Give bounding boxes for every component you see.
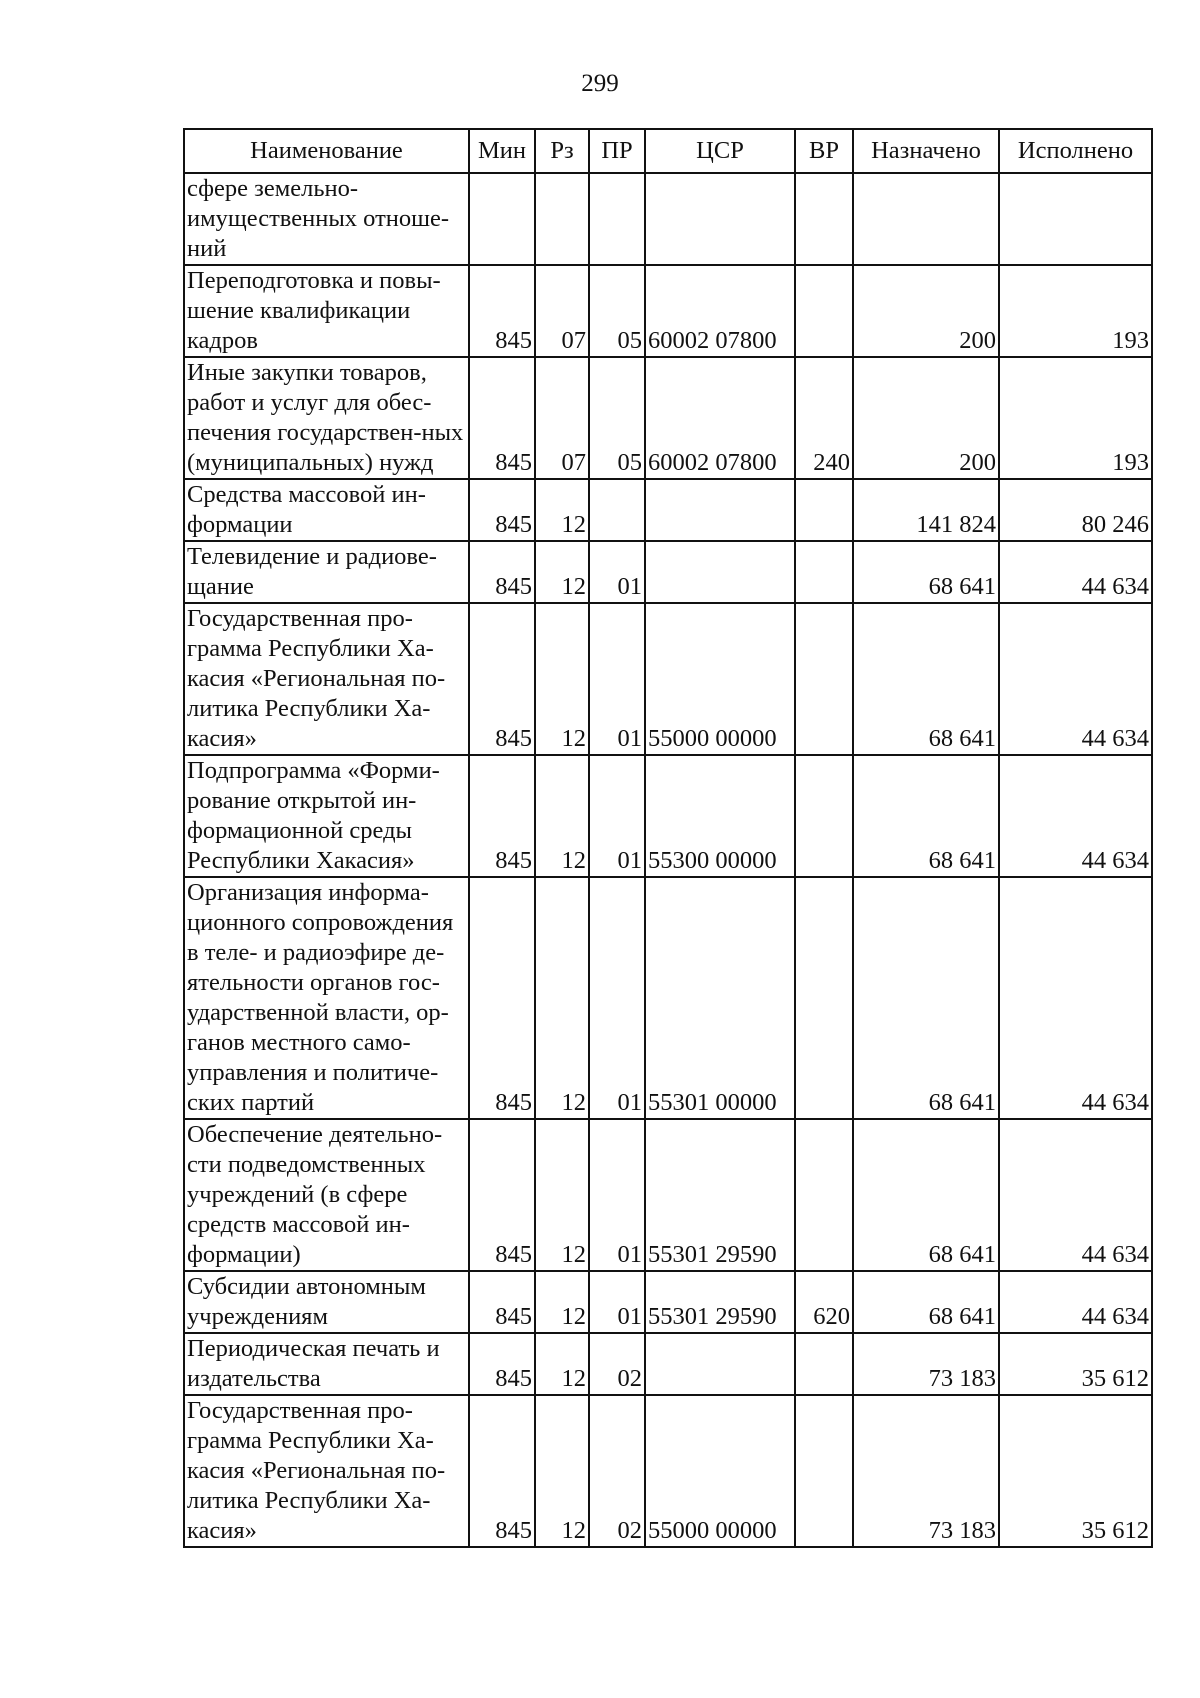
cell-executed: 44 634 — [999, 1271, 1152, 1333]
cell-name: Средства массовой ин-формации — [184, 479, 469, 541]
cell-csr — [645, 173, 795, 265]
cell-name: Обеспечение деятельно-сти подведомственных учреждений (в сфере средств массовой ин-формации) — [184, 1119, 469, 1271]
page-number: 299 — [581, 70, 619, 97]
cell-csr: 55000 00000 — [645, 603, 795, 755]
cell-min: 845 — [469, 877, 535, 1119]
cell-vr — [795, 1395, 853, 1547]
cell-assigned: 73 183 — [853, 1333, 999, 1395]
cell-assigned: 68 641 — [853, 877, 999, 1119]
cell-min: 845 — [469, 1395, 535, 1547]
cell-csr — [645, 479, 795, 541]
header-pr: ПР — [589, 129, 645, 173]
cell-assigned: 200 — [853, 357, 999, 479]
cell-executed: 44 634 — [999, 755, 1152, 877]
cell-min: 845 — [469, 1119, 535, 1271]
table-row — [184, 265, 1152, 357]
table-row — [184, 1271, 1152, 1333]
cell-vr — [795, 603, 853, 755]
cell-assigned: 141 824 — [853, 479, 999, 541]
table-row — [184, 173, 1152, 265]
cell-rz: 12 — [535, 479, 589, 541]
cell-assigned: 68 641 — [853, 541, 999, 603]
cell-vr — [795, 1333, 853, 1395]
cell-name: Переподготовка и повы-шение квалификации кадров — [184, 265, 469, 357]
cell-pr: 01 — [589, 1119, 645, 1271]
cell-vr: 240 — [795, 357, 853, 479]
cell-name: сфере земельно-имущественных отноше-ний — [184, 173, 469, 265]
cell-csr — [645, 1333, 795, 1395]
table-row — [184, 877, 1152, 1119]
table-row — [184, 1119, 1152, 1271]
cell-rz: 12 — [535, 1333, 589, 1395]
header-rz: Рз — [535, 129, 589, 173]
cell-vr — [795, 755, 853, 877]
cell-pr: 01 — [589, 541, 645, 603]
cell-rz: 12 — [535, 1119, 589, 1271]
cell-rz: 12 — [535, 755, 589, 877]
cell-rz: 12 — [535, 603, 589, 755]
cell-csr: 60002 07800 — [645, 357, 795, 479]
cell-assigned: 68 641 — [853, 1271, 999, 1333]
cell-vr: 620 — [795, 1271, 853, 1333]
cell-name: Государственная про-грамма Республики Ха-касия «Региональная по-литика Республики Ха-касия» — [184, 603, 469, 755]
cell-assigned: 200 — [853, 265, 999, 357]
cell-assigned: 73 183 — [853, 1395, 999, 1547]
cell-name: Периодическая печать и издательства — [184, 1333, 469, 1395]
cell-pr — [589, 173, 645, 265]
cell-executed: 193 — [999, 357, 1152, 479]
cell-executed: 35 612 — [999, 1395, 1152, 1547]
cell-csr: 60002 07800 — [645, 265, 795, 357]
cell-vr — [795, 173, 853, 265]
cell-pr: 02 — [589, 1395, 645, 1547]
cell-pr: 05 — [589, 357, 645, 479]
header-assigned: Назначено — [853, 129, 999, 173]
cell-assigned: 68 641 — [853, 755, 999, 877]
cell-executed — [999, 173, 1152, 265]
cell-name: Организация информа-ционного сопровождения в теле- и радиоэфире де-ятельности органов гос-ударственной власти, ор-ганов местного само-управления и политиче-ских партий — [184, 877, 469, 1119]
header-csr: ЦСР — [645, 129, 795, 173]
header-vr: ВР — [795, 129, 853, 173]
cell-name: Государственная про-грамма Республики Ха-касия «Региональная по-литика Республики Ха-касия» — [184, 1395, 469, 1547]
cell-assigned: 68 641 — [853, 1119, 999, 1271]
cell-rz: 12 — [535, 541, 589, 603]
cell-vr — [795, 479, 853, 541]
cell-executed: 44 634 — [999, 603, 1152, 755]
cell-min: 845 — [469, 265, 535, 357]
cell-rz: 12 — [535, 1271, 589, 1333]
header-executed: Исполнено — [999, 129, 1152, 173]
cell-vr — [795, 877, 853, 1119]
table-row — [184, 603, 1152, 755]
cell-executed: 35 612 — [999, 1333, 1152, 1395]
cell-pr: 01 — [589, 877, 645, 1119]
cell-csr: 55301 29590 — [645, 1119, 795, 1271]
table-row — [184, 1395, 1152, 1547]
cell-csr: 55000 00000 — [645, 1395, 795, 1547]
cell-rz — [535, 173, 589, 265]
cell-pr: 01 — [589, 1271, 645, 1333]
cell-csr: 55301 29590 — [645, 1271, 795, 1333]
table-row — [184, 541, 1152, 603]
cell-rz: 12 — [535, 877, 589, 1119]
cell-min — [469, 173, 535, 265]
cell-pr: 01 — [589, 755, 645, 877]
table-row — [184, 1333, 1152, 1395]
cell-executed: 193 — [999, 265, 1152, 357]
cell-vr — [795, 265, 853, 357]
table-row — [184, 755, 1152, 877]
cell-pr — [589, 479, 645, 541]
header-min: Мин — [469, 129, 535, 173]
cell-executed: 44 634 — [999, 541, 1152, 603]
cell-rz: 07 — [535, 357, 589, 479]
cell-name: Субсидии автономным учреждениям — [184, 1271, 469, 1333]
cell-assigned — [853, 173, 999, 265]
cell-min: 845 — [469, 1271, 535, 1333]
table-row — [184, 357, 1152, 479]
cell-min: 845 — [469, 357, 535, 479]
cell-min: 845 — [469, 1333, 535, 1395]
cell-vr — [795, 541, 853, 603]
cell-pr: 02 — [589, 1333, 645, 1395]
cell-min: 845 — [469, 603, 535, 755]
cell-csr: 55301 00000 — [645, 877, 795, 1119]
budget-table — [183, 128, 1153, 1548]
cell-executed: 44 634 — [999, 877, 1152, 1119]
header-name: Наименование — [184, 129, 469, 173]
cell-executed: 44 634 — [999, 1119, 1152, 1271]
cell-name: Подпрограмма «Форми-рование открытой ин-формационной среды Республики Хакасия» — [184, 755, 469, 877]
cell-pr: 05 — [589, 265, 645, 357]
cell-assigned: 68 641 — [853, 603, 999, 755]
cell-csr — [645, 541, 795, 603]
cell-vr — [795, 1119, 853, 1271]
table-row — [184, 479, 1152, 541]
cell-executed: 80 246 — [999, 479, 1152, 541]
cell-min: 845 — [469, 755, 535, 877]
cell-rz: 12 — [535, 1395, 589, 1547]
table-header-row — [184, 129, 1152, 173]
cell-csr: 55300 00000 — [645, 755, 795, 877]
cell-name: Телевидение и радиове-щание — [184, 541, 469, 603]
cell-pr: 01 — [589, 603, 645, 755]
cell-min: 845 — [469, 479, 535, 541]
cell-min: 845 — [469, 541, 535, 603]
table-body — [184, 173, 1152, 1547]
cell-name: Иные закупки товаров, работ и услуг для обес-печения государствен-ных (муниципальных) нужд — [184, 357, 469, 479]
cell-rz: 07 — [535, 265, 589, 357]
